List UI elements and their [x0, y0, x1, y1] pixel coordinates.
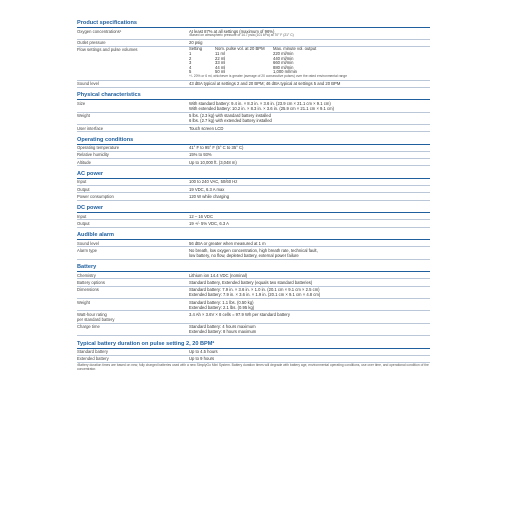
spec-row	[77, 272, 430, 279]
spec-value	[189, 220, 430, 226]
spec-value-line: 5 lbs. (2.3 kg) with standard battery installed	[189, 113, 271, 119]
spec-label-line: Chemistry	[77, 272, 96, 278]
spec-value-line: 6 lbs. (2.7 kg) with extended battery installed	[189, 118, 272, 124]
spec-row	[77, 324, 430, 336]
section-heading: Physical characteristics	[77, 90, 430, 100]
spec-label	[77, 349, 189, 355]
spec-label-line: Relative humidity	[77, 152, 109, 158]
spec-row	[77, 311, 430, 323]
spec-value-line: Standard battery: 1.1 lbs. (0.50 kg)	[189, 299, 254, 305]
spec-value-line: 43 dBA typical at settings 2 and 20 BPM; 46 dBA typical at settings 5 and 20 BPM	[189, 81, 341, 87]
spec-row	[77, 220, 430, 227]
spec-label	[77, 186, 189, 192]
spec-label	[77, 213, 189, 219]
spec-value	[189, 356, 430, 362]
spec-value	[189, 125, 430, 131]
spec-value-line: Up to 4.5 hours	[189, 349, 218, 355]
spec-label	[77, 179, 189, 185]
spec-label	[77, 311, 189, 322]
spec-label	[77, 125, 189, 131]
spec-label	[77, 113, 189, 124]
spec-value-line: 120 W while charging	[189, 194, 230, 199]
spec-row	[77, 186, 430, 193]
spec-row	[77, 179, 430, 186]
spec-value	[189, 145, 430, 151]
spec-row	[77, 213, 430, 220]
spec-label-line: Power consumption	[77, 194, 114, 199]
spec-value-line: 20 psig	[189, 40, 203, 46]
spec-value	[189, 81, 430, 87]
battery-footnote: ²Battery duration times are based on new, fully charged batteries used with a new SimplyGo Mini System. Battery duration times will degrade with battery age, environmental operating conditions, use over time, and operational condition of the concentrator.	[77, 362, 429, 371]
spec-value	[189, 113, 430, 124]
spec-value-line: 3.4 Ah × 3.6V × 8 cells = 97.9 Wh per standard battery	[189, 311, 290, 317]
spec-label-line: Input	[77, 213, 87, 219]
spec-value	[189, 47, 430, 80]
spec-row	[77, 240, 430, 247]
spec-value	[189, 311, 430, 322]
spec-label-line: User interface	[77, 125, 104, 131]
spec-label	[77, 81, 189, 87]
spec-label	[77, 159, 189, 165]
spec-value-line: Standard battery, Extended battery (equals two standard batteries)	[189, 279, 313, 285]
spec-row	[77, 193, 430, 200]
flow-table-cell: 220 ml/min	[273, 51, 294, 57]
flow-table-cell: 2	[189, 55, 192, 61]
spec-row	[77, 81, 430, 88]
spec-label-line: Weight	[77, 299, 90, 305]
spec-label-line: Outlet pressure	[77, 40, 106, 46]
flow-table-cell: 4	[189, 64, 192, 70]
spec-value-line: Extended battery: 7.9 in. × 3.6 in. × 1.9 in. (20.1 cm × 9.1 cm × 4.8 cm)	[189, 292, 321, 298]
flow-table-cell: 5	[189, 69, 192, 75]
spec-label	[77, 299, 189, 310]
spec-label	[77, 279, 189, 285]
spec-sheet	[77, 16, 430, 371]
spec-value-line: 15% to 93%	[189, 152, 212, 158]
spec-value	[189, 272, 430, 278]
spec-label-line: Weight	[77, 113, 90, 119]
spec-label-line: Standard battery	[77, 349, 108, 355]
spec-label-line: Extended battery	[77, 356, 109, 362]
spec-value-line: Standard battery: 7.9 in. × 3.6 in. × 1.0 in. (20.1 cm × 9.1 cm × 2.5 cm)	[189, 287, 320, 293]
flow-table-cell: 880 ml/min	[273, 64, 294, 70]
spec-label-line: Dimensions	[77, 287, 99, 293]
spec-row	[77, 279, 430, 286]
spec-label	[77, 240, 189, 246]
section-heading: Product specifications	[77, 18, 430, 28]
spec-value-line: Touch screen LCD	[189, 125, 224, 131]
spec-value-line: Lithium ion 14.4 VDC (nominal)	[189, 272, 248, 278]
spec-value-line: With extended battery: 10.2 in. × 8.3 in. × 3.6 in. (25.9 cm × 21.1 cm × 9.1 cm)	[189, 105, 335, 111]
spec-value-line: 41° F to 95° F (5° C to 35° C)	[189, 145, 244, 151]
spec-label-line: Alarm type	[77, 247, 98, 253]
spec-label-line: Sound level	[77, 81, 99, 87]
spec-value-line: low battery, no flow, depleted battery, external power failure	[189, 253, 299, 258]
spec-row	[77, 28, 430, 39]
spec-row	[77, 287, 430, 299]
spec-label	[77, 356, 189, 362]
spec-row	[77, 159, 430, 166]
spec-label	[77, 287, 189, 298]
spec-label-line: Operating temperature	[77, 145, 120, 151]
flow-table-cell: 440 ml/min	[273, 55, 294, 61]
spec-row	[77, 152, 430, 159]
flow-table-note: +/- 20% or 6 ml, whichever is greater (average of 20 consecutive pulses) over the rated environmental range	[189, 74, 348, 79]
spec-label	[77, 28, 189, 38]
spec-label-line: Input	[77, 179, 87, 185]
spec-label-line: Charge time	[77, 324, 100, 330]
spec-value-line: Standard battery: 4 hours maximum	[189, 324, 256, 330]
spec-label-line: per standard battery	[77, 317, 115, 323]
spec-label-line: Sound level	[77, 240, 99, 246]
spec-value	[189, 349, 430, 355]
section-heading: DC power	[77, 203, 430, 213]
spec-label	[77, 152, 189, 158]
section-heading: Battery	[77, 262, 430, 272]
spec-label	[77, 40, 189, 46]
spec-value	[189, 152, 430, 158]
spec-value-line: 19 VDC, 6.3 A max	[189, 186, 225, 192]
spec-label	[77, 145, 189, 151]
spec-row	[77, 349, 430, 356]
spec-row	[77, 247, 430, 259]
flow-table-header: Nom. pulse vol. at 20 BPM	[215, 46, 265, 52]
spec-value	[189, 279, 430, 285]
spec-value	[189, 193, 430, 199]
spec-value-line: 56 dBA or greater when measured at 1 m	[189, 240, 266, 246]
spec-value	[189, 213, 430, 219]
spec-value-line: 12 – 16 VDC	[189, 213, 213, 219]
section-heading: AC power	[77, 169, 430, 179]
spec-label-line: Watt-hour rating	[77, 311, 107, 317]
spec-value	[189, 159, 430, 165]
flow-table-cell: 50 ml	[215, 69, 226, 75]
section-heading: Operating conditions	[77, 135, 430, 145]
spec-label-line: Flow settings and pulse volumes	[77, 47, 138, 53]
spec-value	[189, 324, 430, 335]
spec-label	[77, 47, 189, 80]
spec-value	[189, 186, 430, 192]
flow-table-cell: 22 ml	[215, 55, 226, 61]
spec-label	[77, 324, 189, 335]
flow-table-cell: 1,000 ml/min	[273, 69, 297, 75]
spec-value	[189, 299, 430, 310]
flow-table-cell: 660 ml/min	[273, 60, 294, 66]
spec-row	[77, 47, 430, 81]
spec-value	[189, 179, 430, 185]
flow-table-cell: 44 ml	[215, 64, 226, 70]
spec-value	[189, 28, 430, 38]
spec-value	[189, 247, 430, 258]
spec-label-line: Size	[77, 100, 86, 106]
spec-label	[77, 193, 189, 199]
spec-label-line: Oxygen concentrations¹	[77, 28, 122, 34]
spec-label-line: Battery options	[77, 279, 105, 285]
spec-label-line: Altitude	[77, 159, 91, 165]
section-heading: Typical battery duration on pulse setting 2, 20 BPM²	[77, 339, 430, 349]
spec-value-line: No breath, low oxygen concentration, high breath rate, technical fault,	[189, 247, 318, 253]
spec-label	[77, 247, 189, 258]
spec-label	[77, 220, 189, 226]
spec-value	[189, 100, 430, 111]
spec-value-line: 100 to 240 VAC, 50/60 Hz	[189, 179, 238, 185]
flow-table-header: Setting	[189, 46, 203, 52]
section-heading: Audible alarm	[77, 230, 430, 240]
spec-row	[77, 145, 430, 152]
spec-label	[77, 272, 189, 278]
flow-table	[189, 47, 430, 75]
spec-value-line: Extended battery: 2.1 lbs. (0.95 kg)	[189, 304, 255, 310]
spec-value	[189, 240, 430, 246]
spec-label	[77, 100, 189, 111]
spec-value-line: At least 87% at all settings (maximum of 96%)	[189, 28, 275, 34]
spec-value-line: Up to 9 hours	[189, 356, 215, 362]
spec-value	[189, 40, 430, 46]
spec-value	[189, 287, 430, 298]
spec-row	[77, 299, 430, 311]
spec-note: ¹Based on atmospheric pressure of 14.7 psia (101 kPa) at 70° F (21° C)	[189, 33, 294, 38]
spec-row	[77, 356, 430, 363]
flow-table-cell: 3	[189, 60, 192, 66]
spec-row	[77, 100, 430, 112]
spec-value-line: 19 +/- 5% VDC, 6.3 A	[189, 220, 229, 226]
spec-row	[77, 113, 430, 125]
flow-table-cell: 33 ml	[215, 60, 226, 66]
spec-label-line: Output	[77, 220, 90, 226]
flow-table-cell: 11 ml	[215, 51, 225, 57]
flow-table-cell: 1	[189, 51, 192, 57]
flow-table-header: Max. minute vol. output	[273, 46, 317, 52]
spec-value-line: Up to 10,000 ft. (3,048 m)	[189, 159, 237, 165]
spec-value-line: With standard battery: 9.4 in. × 8.3 in. × 3.6 in. (23.9 cm × 21.1 cm × 9.1 cm)	[189, 100, 331, 106]
spec-row	[77, 125, 430, 132]
spec-value-line: Extended battery: 8 hours maximum	[189, 329, 257, 335]
spec-label-line: Output	[77, 186, 90, 192]
